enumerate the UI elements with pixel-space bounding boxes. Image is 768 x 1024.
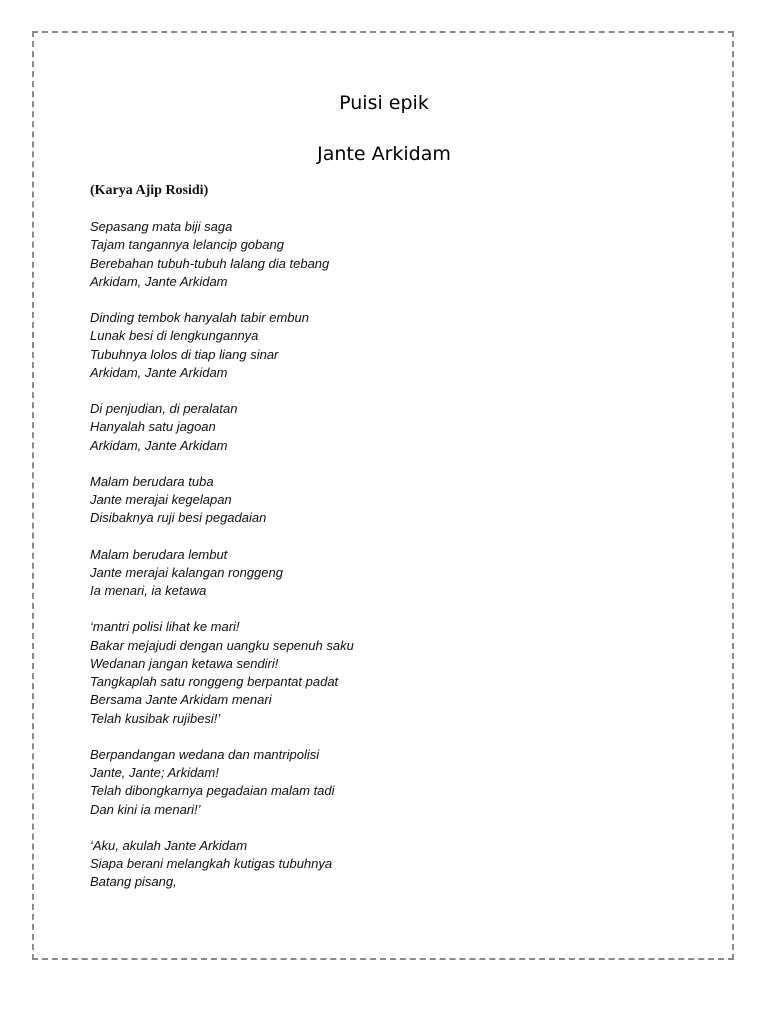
poem-stanza <box>90 837 354 892</box>
poem-line: Wedanan jangan ketawa sendiri! <box>90 655 279 671</box>
poem-line: Arkidam, Jante Arkidam <box>90 273 228 289</box>
poem-line: ‘Aku, akulah Jante Arkidam <box>90 837 248 853</box>
poem-line: Malam berudara tuba <box>90 473 214 489</box>
poem-line: Tangkaplah satu ronggeng berpantat padat <box>90 674 339 689</box>
poem-line: Jante merajai kalangan ronggeng <box>90 564 283 580</box>
poem-line: Jante merajai kegelapan <box>90 492 232 507</box>
poem-line: Tubuhnya lolos di tiap liang sinar <box>90 346 279 362</box>
poem-line: Di penjudian, di peralatan <box>90 401 238 416</box>
poem-line: Berpandangan wedana dan mantripolisi <box>90 746 320 762</box>
poem-line: Malam berudara lembut <box>90 546 228 562</box>
poem-author: (Karya Ajip Rosidi) <box>90 183 209 198</box>
poem-stanza <box>90 473 354 528</box>
poem-genre-title: Puisi epik <box>339 92 429 114</box>
poem-stanza <box>90 309 354 382</box>
poem-line: Lunak besi di lengkungannya <box>90 328 259 344</box>
poem-title: Jante Arkidam <box>317 143 451 165</box>
poem-line: Sepasang mata biji saga <box>90 219 233 234</box>
poem-stanza <box>90 546 354 601</box>
poem-line: Hanyalah satu jagoan <box>90 419 216 435</box>
poem-line: Telah dibongkarnya pegadaian malam tadi <box>90 783 335 799</box>
poem-body <box>90 218 354 910</box>
poem-stanza <box>90 218 354 291</box>
poem-line: Dan kini ia menari!’ <box>90 801 201 817</box>
poem-line: Arkidam, Jante Arkidam <box>90 437 228 453</box>
poem-line: Telah kusibak rujibesi!’ <box>90 710 221 726</box>
poem-stanza <box>90 400 354 455</box>
poem-line: Bersama Jante Arkidam menari <box>90 692 272 708</box>
poem-line: Siapa berani melangkah kutigas tubuhnya <box>90 856 333 871</box>
poem-line: Bakar mejajudi dengan uangku sepenuh saku <box>90 637 354 653</box>
poem-line: Jante, Jante; Arkidam! <box>90 765 219 780</box>
poem-line: Disibaknya ruji besi pegadaian <box>90 510 267 526</box>
poem-stanza <box>90 746 354 819</box>
poem-line: Berebahan tubuh-tubuh lalang dia tebang <box>90 255 330 271</box>
poem-line: Dinding tembok hanyalah tabir embun <box>90 310 309 325</box>
poem-line: Tajam tangannya lelancip gobang <box>90 237 284 253</box>
poem-line: Batang pisang, <box>90 874 177 890</box>
poem-line: ‘mantri polisi lihat ke mari! <box>90 619 240 635</box>
poem-line: Ia menari, ia ketawa <box>90 583 207 598</box>
poem-line: Arkidam, Jante Arkidam <box>90 364 228 380</box>
poem-stanza <box>90 618 354 728</box>
